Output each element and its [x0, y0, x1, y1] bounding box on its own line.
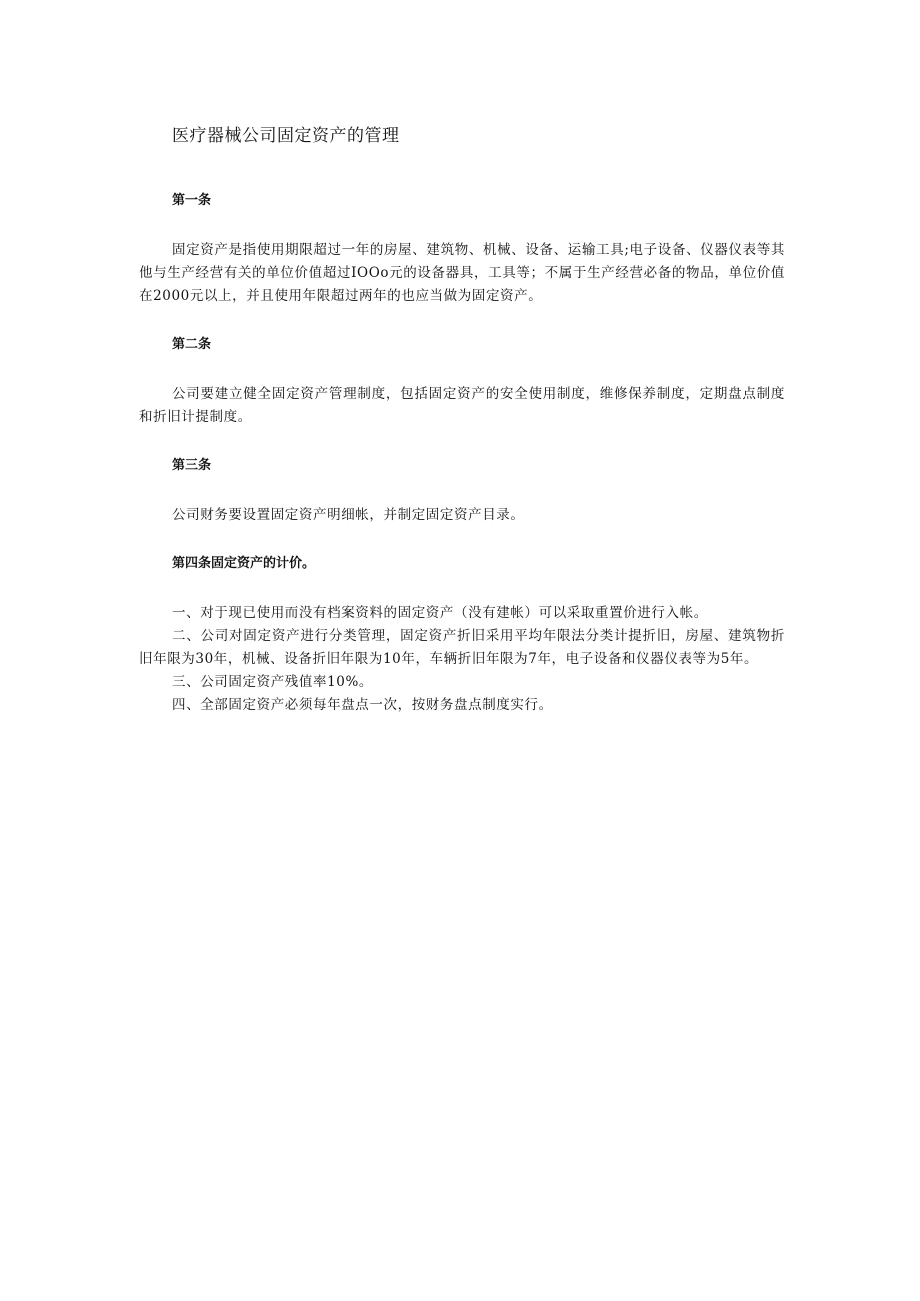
article-4 — [139, 553, 785, 717]
article-1-body — [139, 239, 785, 308]
article-4-item-1: 一、对于现已使用而没有档案资料的固定资产（没有建帐）可以采取重置价进行入帐。 — [172, 605, 708, 621]
article-3-body — [139, 504, 785, 527]
article-3 — [139, 455, 785, 527]
article-4-list — [139, 602, 785, 717]
document-content — [139, 121, 785, 717]
article-1 — [139, 190, 785, 308]
document-title: 医疗器械公司固定资产的管理 — [172, 126, 400, 146]
article-4-heading: 第四条固定资产的计价。 — [172, 556, 316, 571]
article-4-item-3: 三、公司固定资产残值率10%。 — [172, 674, 374, 690]
article-2-paragraph: 公司要建立健全固定资产管理制度，包括固定资产的安全使用制度，维修保养制度，定期盘点制度和折旧计提制度。 — [139, 386, 785, 425]
article-3-heading: 第三条 — [172, 458, 212, 473]
article-4-item-4: 四、全部固定资产必须每年盘点一次，按财务盘点制度实行。 — [172, 697, 553, 713]
article-2-heading: 第二条 — [172, 337, 212, 352]
article-2-body — [139, 383, 785, 429]
article-1-heading: 第一条 — [172, 193, 212, 208]
article-3-paragraph: 公司财务要设置固定资产明细帐，并制定固定资产目录。 — [172, 507, 525, 523]
article-2 — [139, 334, 785, 429]
article-4-item-2: 二、公司对固定资产进行分类管理，固定资产折旧采用平均年限法分类计提折旧，房屋、建筑物折旧年限为30年，机械、设备折旧年限为10年，车辆折旧年限为7年，电子设备和仪器仪表等为5年。 — [139, 628, 785, 667]
article-1-paragraph: 固定资产是指使用期限超过一年的房屋、建筑物、机械、设备、运输工具;电子设备、仪器仪表等其他与生产经营有关的单位价值超过IOOo元的设备器具，工具等；不属于生产经营必备的物品，单位价值在2000元以上，并且使用年限超过两年的也应当做为固定资产。 — [139, 242, 785, 304]
